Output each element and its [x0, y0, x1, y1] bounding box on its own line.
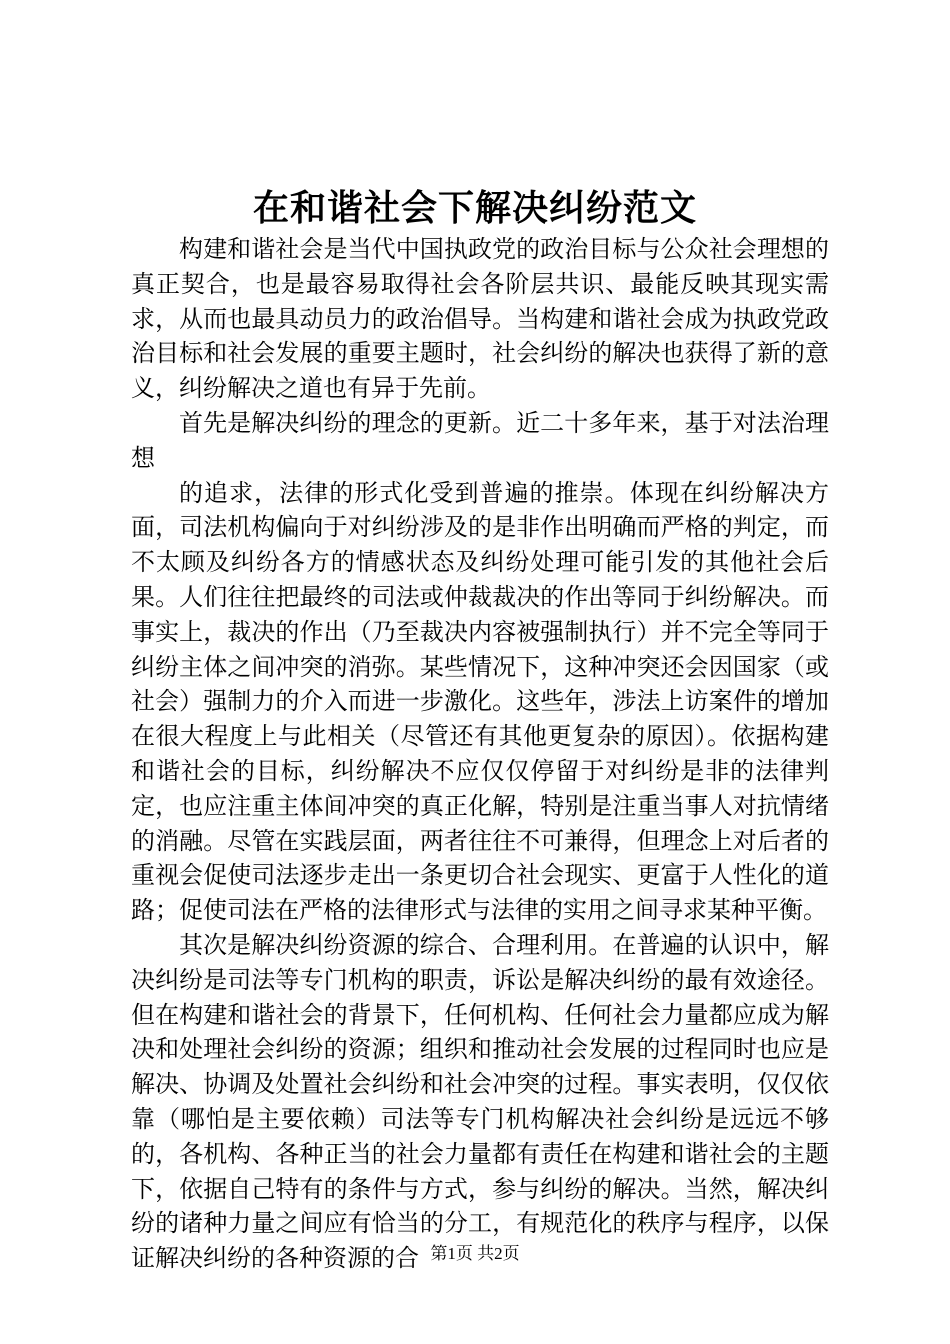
- paragraph-first-point-continued: 的追求，法律的形式化受到普遍的推崇。体现在纠纷解决方面，司法机构偏向于对纠纷涉及的是非作出明确而严格的判定，而不太顾及纠纷各方的情感状态及纠纷处理可能引发的其他社会后果。人们往往把最终的司法或仲裁裁决的作出等同于纠纷解决。而事实上，裁决的作出（乃至裁决内容被强制执行）并不完全等同于纠纷主体之间冲突的消弥。某些情况下，这种冲突还会因国家（或社会）强制力的介入而进一步激化。这些年，涉法上访案件的增加在很大程度上与此相关（尽管还有其他更复杂的原因）。依据构建和谐社会的目标，纠纷解决不应仅仅停留于对纠纷是非的法律判定，也应注重主体间冲突的真正化解，特别是注重当事人对抗情绪的消融。尽管在实践层面，两者往往不可兼得，但理念上对后者的重视会促使司法逐步走出一条更切合社会现实、更富于人性化的道路；促使司法在严格的法律形式与法律的实用之间寻求某种平衡。: [131, 478, 829, 925]
- document-title: 在和谐社会下解决纠纷范文: [252, 187, 697, 229]
- paragraph-second-point: 其次是解决纠纷资源的综合、合理利用。在普遍的认识中，解决纠纷是司法等专门机构的职责，诉讼是解决纠纷的最有效途径。但在构建和谐社会的背景下，任何机构、任何社会力量都应成为解决和处理社会纠纷的资源；组织和推动社会发展的过程同时也应是解决、协调及处置社会纠纷和社会冲突的过程。事实表明，仅仅依靠（哪怕是主要依赖）司法等专门机构解决社会纠纷是远远不够的，各机构、各种正当的社会力量都有责任在构建和谐社会的主题下，依据自己特有的条件与方式，参与纠纷的解决。当然，解决纠纷的诸种力量之间应有恰当的分工，有规范化的秩序与程序，以保证解决纠纷的各种资源的合: [131, 930, 829, 1273]
- paragraph-intro: 构建和谐社会是当代中国执政党的政治目标与公众社会理想的真正契合，也是最容易取得社会各阶层共识、最能反映其现实需求，从而也最具动员力的政治倡导。当构建和谐社会成为执政党政治目标和社会发展的重要主题时，社会纠纷的解决也获得了新的意义，纠纷解决之道也有异于先前。: [131, 235, 829, 403]
- page-number-footer: 第1页 共2页: [430, 1244, 520, 1263]
- paragraph-first-point: 首先是解决纠纷的理念的更新。近二十多年来，基于对法治理想: [131, 408, 829, 472]
- document-body: [131, 232, 829, 1276]
